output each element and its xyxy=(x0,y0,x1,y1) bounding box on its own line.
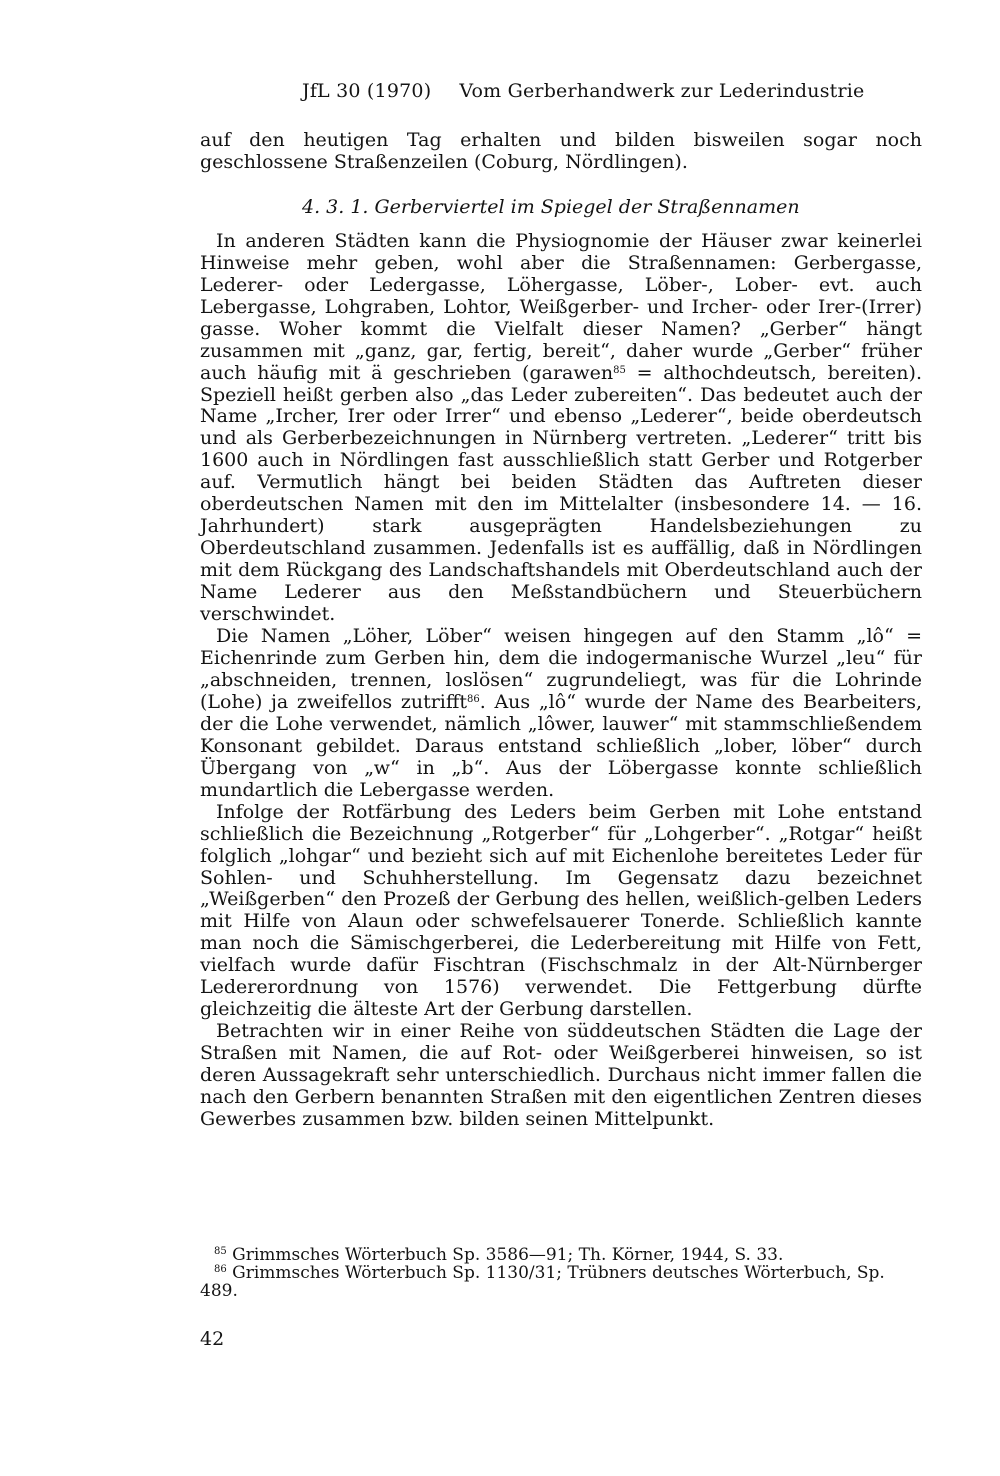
running-header xyxy=(302,80,865,102)
page-number: 42 xyxy=(200,1328,225,1350)
paragraph-2 xyxy=(200,626,922,802)
footnote-85 xyxy=(200,1246,922,1264)
footnote-text: Grimmsches Wörterbuch Sp. 1130/31; Trübners deutsches Wörterbuch, Sp. 489. xyxy=(200,1263,885,1301)
paragraph-1 xyxy=(200,231,922,626)
section-heading: 4. 3. 1. Gerberviertel im Spiegel der Straßennamen xyxy=(302,195,800,218)
footnotes xyxy=(200,1246,922,1300)
footnote-text: Grimmsches Wörterbuch Sp. 3586—91; Th. Körner, 1944, S. 33. xyxy=(226,1245,784,1265)
footnote-ref-85[interactable]: 85 xyxy=(613,364,626,376)
footnote-number: 86 xyxy=(214,1264,227,1275)
paragraph-continuation: auf den heutigen Tag erhalten und bilden bisweilen sogar noch geschlossene Straßenzeilen (Coburg, Nördlingen). xyxy=(200,129,922,173)
paragraph-2-text-b: . Aus „lô“ wurde der Name des Bearbeiters, der die Lohe verwendet, nämlich „lôwer, lauwer“ mit stammschließendem Konsonant gebildet. Daraus entstand schließlich „lober, löber“ durch Übergang von „w“ in „b“. Aus der Löbergasse konnte schließlich mundartlich die Lebergasse werden. xyxy=(200,690,922,801)
paragraph-1-text-b: = althochdeutsch, bereiten). Speziell heißt gerben also „das Leder zubereiten“. Das bedeutet auch der Name „Ircher, Irer oder Irrer“ und ebenso „Lederer“, beide oberdeutsch und als Gerberbezeichnungen in Nürnberg vertreten. „Lederer“ tritt bis 1600 auch in Nördlingen fast ausschließlich statt Gerber und Rotgerber auf. Vermutlich hängt bei beiden Städten das Auftreten dieser oberdeutschen Namen mit den im Mittelalter (insbesondere 14. — 16. Jahrhundert) stark ausgeprägten Handelsbeziehungen zu Oberdeutschland zusammen. Jedenfalls ist es auffällig, daß in Nördlingen mit dem Rückgang des Landschaftshandels mit Oberdeutschland auch der Name Lederer aus den Meßstandbüchern und Steuerbüchern verschwindet. xyxy=(200,361,922,626)
body-text xyxy=(200,130,922,1131)
footnote-number: 85 xyxy=(214,1246,227,1257)
footnote-86 xyxy=(200,1264,922,1300)
running-title: Vom Gerberhandwerk zur Lederindustrie xyxy=(459,80,865,102)
journal-reference: JfL 30 (1970) xyxy=(302,80,432,102)
paragraph-2-text-a: Die Namen „Löher, Löber“ weisen hingegen auf den Stamm „lô“ = Eichenrinde zum Gerben hin, dem die indogermanische Wurzel „leu“ für „abschneiden, trennen, loslösen“ zugrundeliegt, was für die Lohrinde (Lohe) ja zweifellos zutrifft xyxy=(200,625,922,713)
paragraph-3: Infolge der Rotfärbung des Leders beim Gerben mit Lohe entstand schließlich die Bezeichnung „Rotgerber“ für „Lohgerber“. „Rotgar“ heißt folglich „lohgar“ und bezieht sich auf mit Eichenlohe bereitetes Leder für Sohlen- und Schuhherstellung. Im Gegensatz dazu bezeichnet „Weißgerben“ den Prozeß der Gerbung des hellen, weißlich-gelben Leders mit Hilfe von Alaun oder schwefelsauerer Tonerde. Schließlich kannte man noch die Sämischgerberei, die Lederbereitung mit Hilfe von Fett, vielfach wurde dafür Fischtran (Fischschmalz in der Alt-Nürnberger Ledererordnung von 1576) verwendet. Die Fettgerbung dürfte gleichzeitig die älteste Art der Gerbung darstellen. xyxy=(200,800,922,1021)
paragraph-1-text-a: In anderen Städten kann die Physiognomie der Häuser zwar keinerlei Hinweise mehr geben, wohl aber die Straßennamen: Gerbergasse, Lederer- oder Ledergasse, Löhergasse, Löber-, Lober- evt. auch Lebergasse, Lohgraben, Lohtor, Weißgerber- und Ircher- oder Irer-(Irrer) gasse. Woher kommt die Vielfalt dieser Namen? „Gerber“ hängt zusammen mit „ganz, gar, fertig, bereit“, daher wurde „Gerber“ früher auch häufig mit ä geschrieben (garawen xyxy=(200,229,922,384)
paragraph-4: Betrachten wir in einer Reihe von süddeutschen Städten die Lage der Straßen mit Namen, die auf Rot- oder Weißgerberei hinweisen, so ist deren Aussagekraft sehr unterschiedlich. Durchaus nicht immer fallen die nach den Gerbern benannten Straßen mit den eigentlichen Zentren dieses Gewerbes zusammen bzw. bilden seinen Mittelpunkt. xyxy=(200,1020,922,1130)
footnote-ref-86[interactable]: 86 xyxy=(467,693,480,705)
